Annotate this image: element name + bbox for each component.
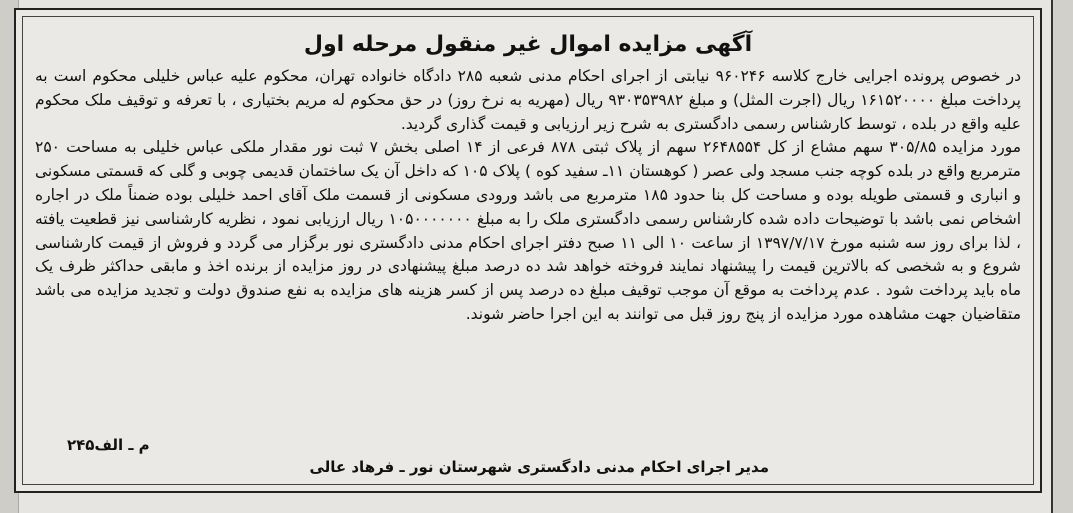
auction-notice-box [14, 8, 1042, 493]
adjacent-column-right [1051, 0, 1073, 513]
notice-paragraph-property: مورد مزایده ۳۰۵/۸۵ سهم مشاع از کل ۲۶۴۸۵۵۴ سهم از پلاک ثبتی ۸۷۸ فرعی از ۱۴ اصلی بخش ۷ ثبت نور مقدار ملکی عباس خلیلی به مساحت ۲۵۰ مترمربع واقع در بلده کوچه جنب مسجد ولی عصر ( کوهستان ۱۱ـ سفید کوه ) پلاک ۱۰۵ که داخل آن یک ساختمان قدیمی چوبی و گلی که قسمتی مسکونی و انباری و قسمتی طویله بوده و مساحت کل بنا حدود ۱۸۵ مترمربع می باشد ورودی مسکونی از قسمت ملک آقای احمد خلیلی بوده ضمناً ملک در اجاره اشخاص نمی باشد با توضیحات داده شده کارشناس رسمی دادگستری ملک را به مبلغ ۱۰۵۰۰۰۰۰۰۰ ریال ارزیابی نمود ، نظریه کارشناسی نیز قطعیت یافته ، لذا برای روز سه شنبه مورخ ۱۳۹۷/۷/۱۷ از ساعت ۱۰ الی ۱۱ صبح دفتر اجرای احکام مدنی دادگستری نور برگزار می گردد و فروش از قیمت کارشناسی شروع و به شخصی که بالاترین قیمت را پیشنهاد نمایند فروخته خواهد شد ده درصد مبلغ پیشنهادی در روز مزایده از برنده اخذ و مابقی حداکثر ظرف یک ماه باید پرداخت شود . عدم پرداخت به موقع آن موجب توقیف مبلغ ده درصد پس از کسر هزینه های مزایده به نفع صندوق دولت و تجدید مزایده می باشد متقاضیان جهت مشاهده مورد مزایده از پنج روز قبل می توانند به این اجرا حاضر شوند. [35, 138, 1021, 323]
notice-title: آگهی مزایده اموال غیر منقول مرحله اول [303, 32, 753, 57]
notice-code: م ـ الف۲۴۵ [67, 436, 150, 454]
notice-footer [37, 436, 1019, 478]
notice-signature: مدیر اجرای احکام مدنی دادگستری شهرستان نور ـ فرهاد عالی [309, 458, 769, 476]
notice-paragraph-case: در خصوص پرونده اجرایی خارج کلاسه ۹۶۰۲۴۶ نیابتی از اجرای احکام مدنی شعبه ۲۸۵ دادگاه خانواده تهران، محکوم علیه عباس خلیلی محکوم است به پرداخت مبلغ ۱۶۱۵۲۰۰۰۰ ریال (اجرت المثل) و مبلغ ۹۳۰۳۵۳۹۸۲ ریال (مهریه به نرخ روز) در حق محکوم له مریم بختیاری ، با تعرفه و توقیف ملک محکوم علیه واقع در بلده ، توسط کارشناس رسمی دادگستری به شرح زیر ارزیابی و قیمت گذاری گردید. [35, 67, 1021, 133]
auction-notice-inner-border [22, 16, 1034, 485]
